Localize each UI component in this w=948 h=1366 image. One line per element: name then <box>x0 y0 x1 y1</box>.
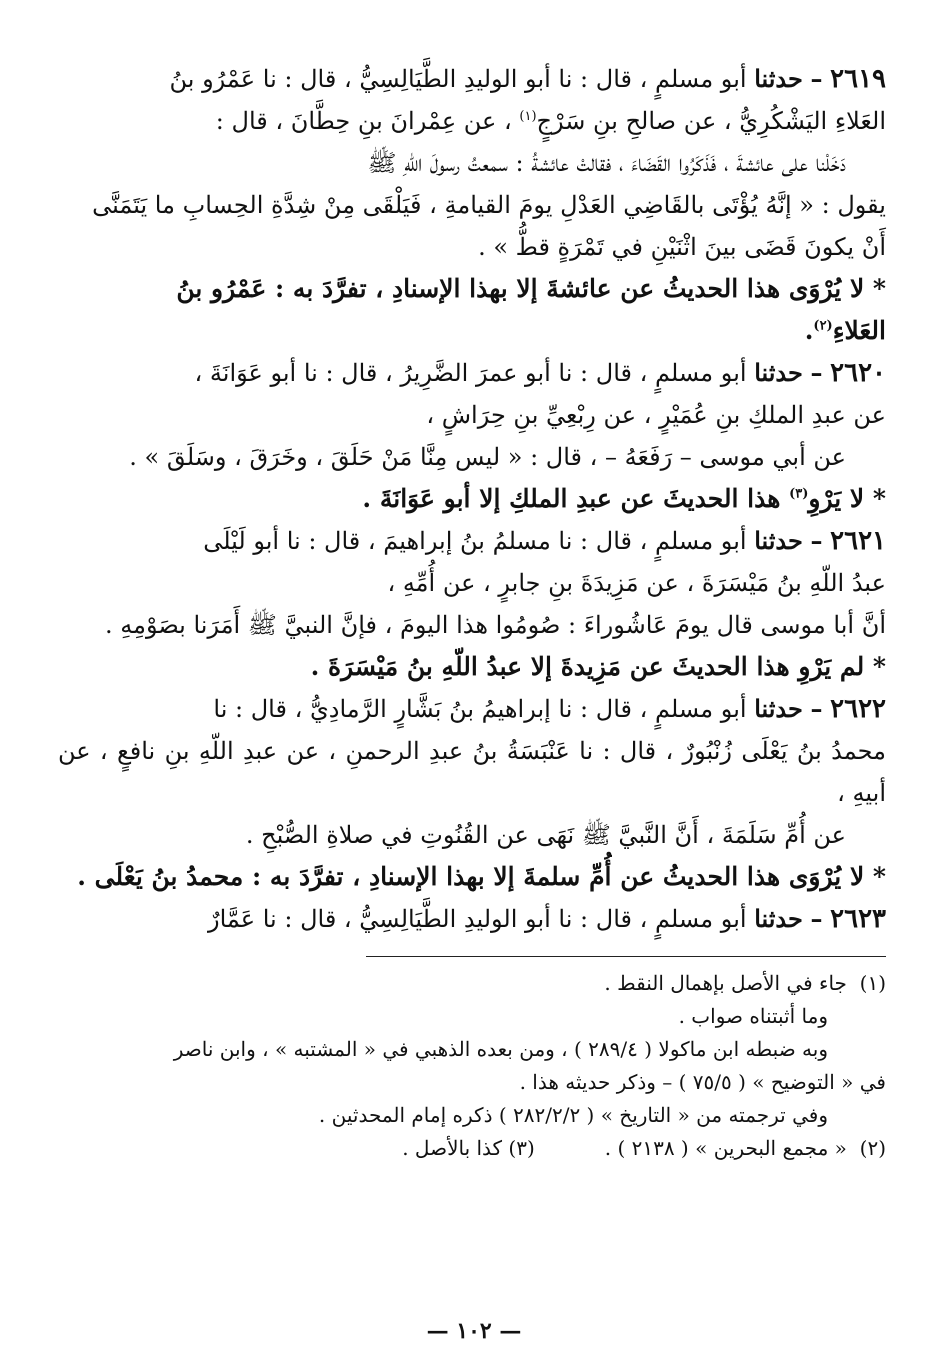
verdict-end: . <box>804 316 814 345</box>
footnote-text: كذا بالأصل . <box>402 1136 503 1160</box>
hadith-2621 <box>58 520 886 646</box>
hadith-number: ٢٦٢٢ <box>830 694 886 724</box>
hadith-2621-line-2: عبدُ اللّهِ بنُ مَيْسَرَةَ ، عن مَزِيدَةَ بنِ جابرٍ ، عن أُمِّهِ ، <box>387 569 886 597</box>
hadith-dash: – <box>810 904 823 933</box>
isnad-text: أبو مسلمٍ ، قال : نا أبو عمرَ الضَّرِيرُ ، قال : نا أبو عَوَانَةَ ، <box>194 359 747 387</box>
verdict-2619-line-1 <box>58 268 886 310</box>
star-marker: * <box>872 274 886 303</box>
hadith-2619 <box>58 58 886 268</box>
isnad-text: أبو مسلمٍ ، قال : نا أبو الوليدِ الطَّيَالِسِيُّ ، قال : نا عَمْرُو بنُ <box>169 65 747 93</box>
hadith-dash: – <box>810 526 823 555</box>
isnad-text: ، عن عِمْرانَ بنِ حِطَّانَ ، قال : <box>215 107 512 135</box>
hadathana-word: حدثنا <box>754 904 803 933</box>
footnote-ref-3: (٣) <box>789 486 809 502</box>
hadith-2622-line-2: محمدُ بنُ يَعْلَى زُنْبُورٌ ، قال : نا عَنْبَسَةُ بنُ عبدِ الرحمنِ ، عن عبدِ اللّهِ بنِ نافعٍ ، عن أبيهِ ، <box>58 737 886 807</box>
footnote-2-3-line <box>58 1132 886 1165</box>
hadith-2619-line-3: دَخَلْنا على عائشةَ ، فَذَكَرُوا القَضَاءَ ، فقالتْ عائشةُ : سمعتُ رسولَ اللّهِ ﷺ <box>367 149 846 177</box>
verdict-2622-line-1 <box>58 856 886 898</box>
isnad-text: أبو مسلمٍ ، قال : نا أبو الوليدِ الطَّيَالِسِيُّ ، قال : نا عَمَّارٌ <box>208 905 747 933</box>
footnote-text: « مجمع البحرين » ( ٢١٣٨ ) . <box>604 1136 847 1160</box>
hadathana-word: حدثنا <box>754 358 803 387</box>
hadith-2621-line-3: أنَّ أبا موسى قال يومَ عَاشُوراءَ : صُومُوا هذا اليومَ ، فإنَّ النبيَّ ﷺ أَمَرَنا بصَوْمِهِ . <box>104 611 886 639</box>
footnote-divider <box>366 956 886 957</box>
verdict-2620 <box>58 478 886 520</box>
footnote-marker: (٣) <box>508 1136 535 1160</box>
hadith-2620 <box>58 352 886 478</box>
hadith-2621-line-1 <box>58 520 886 562</box>
footnote-marker: (١) <box>859 971 886 995</box>
footnote-ref-1: (١) <box>519 109 537 124</box>
hadith-2622-line-1 <box>58 688 886 730</box>
hadith-dash: – <box>810 694 823 723</box>
hadith-number: ٢٦٢٠ <box>830 358 886 388</box>
verdict-text: لم يَرْوِ هذا الحديثَ عن مَزِيدةَ إلا عبدُ اللّهِ بنُ مَيْسَرَةَ . <box>310 652 865 681</box>
hadith-2619-line-4: يقول : « إنَّهُ يُؤْتَى بالقَاضِي العَدْلِ يومَ القيامةِ ، فَيَلْقَى مِنْ شِدَّةِ الحِسابِ ما يَتَمَنَّى <box>92 191 886 219</box>
hadith-2619-line-2 <box>58 100 886 142</box>
footnote-1-line-4: في « التوضيح » ( ٧٥/٥ ) – وذكر حديثه هذا . <box>519 1070 886 1094</box>
isnad-text: العَلاءِ اليَشْكُرِيُّ ، عن صالحِ بنِ سَرْجٍ <box>536 107 886 135</box>
star-marker: * <box>872 862 886 891</box>
footnote-1-line-2: وما أثبتناه صواب . <box>678 1004 828 1028</box>
verdict-text: العَلاءِ <box>832 316 886 345</box>
verdict-text: لا يَرْوِ <box>808 484 865 513</box>
hadith-2622-line-3: عن أُمِّ سَلَمَةَ ، أَنَّ النَّبيَّ ﷺ نَهَى عن القُنُوتِ في صلاةِ الصُّبْحِ . <box>245 821 846 849</box>
verdict-2622 <box>58 856 886 898</box>
hadith-number: ٢٦٢١ <box>830 526 886 556</box>
hadith-2620-line-2: عن عبدِ الملكِ بنِ عُمَيْرٍ ، عن رِبْعِيِّ بنِ حِرَاشٍ ، <box>426 401 886 429</box>
footnote-1-line-3: وبه ضبطه ابن ماكولا ( ٢٨٩/٤ ) ، ومن بعده الذهبي في « المشتبه » ، وابن ناصر <box>173 1037 828 1061</box>
hadith-2619-line-1 <box>58 58 886 100</box>
hadathana-word: حدثنا <box>754 694 803 723</box>
hadith-dash: – <box>810 358 823 387</box>
isnad-text: أبو مسلمٍ ، قال : نا مسلمُ بنُ إبراهيمَ ، قال : نا أبو لَيْلَى <box>203 527 747 555</box>
footnotes <box>58 967 886 1165</box>
hadathana-word: حدثنا <box>754 64 803 93</box>
footnote-marker: (٢) <box>859 1136 886 1160</box>
verdict-text: لا يُرْوَى هذا الحديثُ عن أُمِّ سلمةَ إلا بهذا الإسنادِ ، تفرَّدَ به : محمدُ بنُ يَعْلَى . <box>77 862 865 891</box>
hadith-number: ٢٦١٩ <box>830 64 886 94</box>
hadith-number: ٢٦٢٣ <box>830 904 886 934</box>
footnote-1-line-1 <box>58 967 886 1000</box>
hadith-2620-line-1 <box>58 352 886 394</box>
hadith-2623-line-1 <box>58 898 886 940</box>
hadith-2620-line-3: عن أبي موسى – رَفَعَهُ – ، قال : « ليس مِنَّا مَنْ حَلَقَ ، وخَرَقَ ، وسَلَقَ » . <box>129 443 846 471</box>
star-marker: * <box>872 652 886 681</box>
verdict-2619 <box>58 268 886 352</box>
verdict-2620-line-1 <box>58 478 886 520</box>
hadith-2619-line-5: أَنْ يكونَ قَضَى بينَ اثْنَيْنِ في تَمْرَةٍ قطُّ » . <box>478 233 886 261</box>
verdict-text: هذا الحديثَ عن عبدِ الملكِ إلا أبو عَوَانَةَ . <box>362 484 781 513</box>
verdict-2619-line-2 <box>58 310 886 352</box>
footnote-text: جاء في الأصل بإهمال النقط . <box>604 971 847 995</box>
hadith-2622 <box>58 688 886 856</box>
isnad-text: أبو مسلمٍ ، قال : نا إبراهيمُ بنُ بَشَّارٍ الرَّمادِيُّ ، قال : نا <box>213 695 747 723</box>
page-number: — ١٠٢ — <box>426 1318 522 1344</box>
footnote-1-line-5: وفي ترجمته من « التاريخ » ( ٢٨٢/٢/٢ ) ذكره إمام المحدثين . <box>318 1103 828 1127</box>
hadathana-word: حدثنا <box>754 526 803 555</box>
hadith-2623 <box>58 898 886 940</box>
footnote-ref-2: (٢) <box>813 318 833 334</box>
star-marker: * <box>872 484 886 513</box>
verdict-2621 <box>58 646 886 688</box>
hadith-dash: – <box>810 64 823 93</box>
verdict-text: لا يُرْوَى هذا الحديثُ عن عائشةَ إلا بهذا الإسنادِ ، تفرَّدَ به : عَمْرُو بنُ <box>176 274 865 303</box>
verdict-2621-line-1 <box>58 646 886 688</box>
